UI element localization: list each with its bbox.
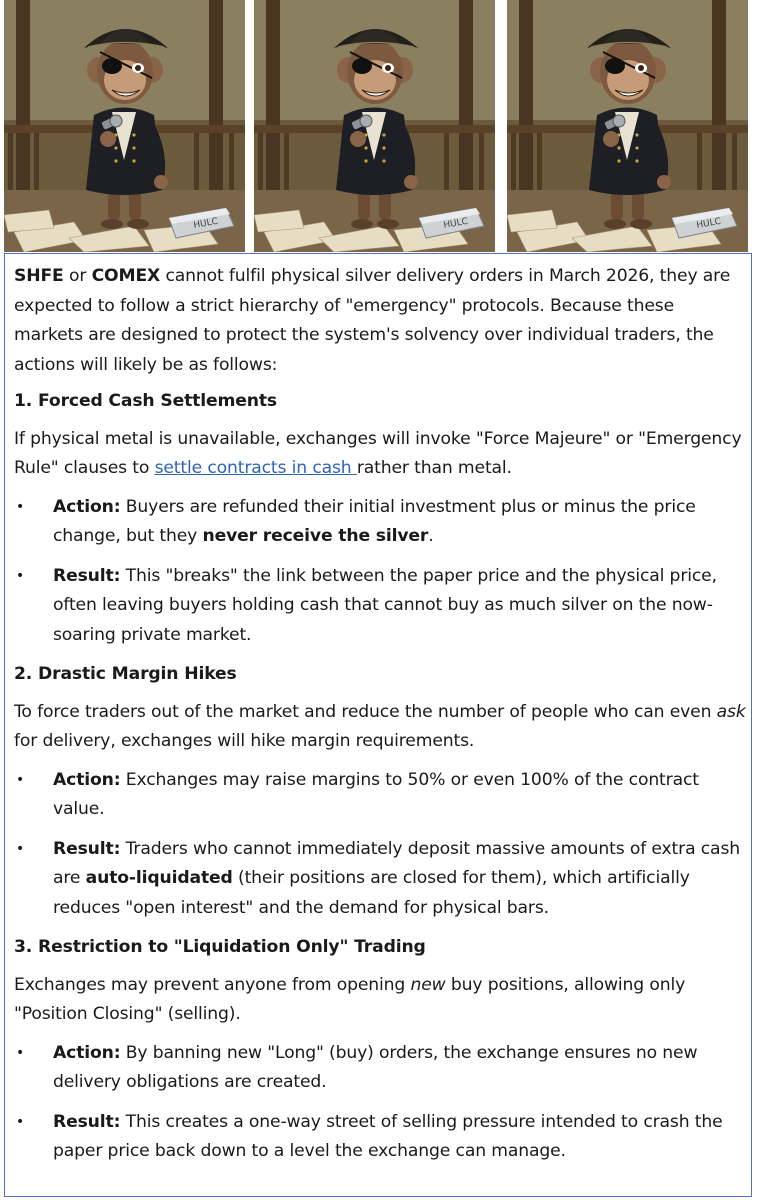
action-label: Action:	[53, 769, 121, 790]
image-panel-3	[507, 0, 748, 252]
list-item	[14, 1108, 746, 1167]
desc-text: To force traders out of the market and reduce the number of people who can even	[14, 701, 717, 722]
list-item	[14, 766, 746, 825]
result-text: Traders who cannot immediately deposit massive amounts of extra cash are	[53, 838, 740, 888]
section-3-description	[14, 971, 746, 1030]
monkey-pirate-image	[4, 0, 245, 252]
section-heading-1: 1. Forced Cash Settlements	[14, 391, 277, 411]
desc-italic: new	[410, 974, 446, 995]
intro-or: or	[63, 266, 92, 286]
action-text: By banning new "Long" (buy) orders, the exchange ensures no new delivery obligations are created.	[53, 1042, 698, 1092]
action-label: Action:	[53, 496, 121, 517]
result-bold: auto-liquidated	[85, 868, 233, 888]
article-content	[14, 262, 746, 1177]
bullet-icon: •	[16, 498, 25, 515]
bullet-icon: •	[16, 1044, 25, 1061]
desc-text: buy positions, allowing only "Position Closing" (selling).	[14, 974, 686, 1024]
list-item	[14, 1039, 746, 1098]
list-item	[14, 562, 746, 651]
result-text: This creates a one-way street of selling pressure intended to crash the paper price back down to a level the exchange can manage.	[53, 1111, 723, 1161]
section-heading-2: 2. Drastic Margin Hikes	[14, 664, 237, 684]
section-3-list	[14, 1039, 746, 1167]
action-end: .	[428, 526, 434, 546]
section-1-list	[14, 493, 746, 651]
bullet-icon: •	[16, 1113, 25, 1130]
desc-text: Exchanges may prevent anyone from opening	[14, 974, 411, 995]
result-label: Result:	[53, 838, 121, 859]
term-comex: COMEX	[91, 266, 161, 286]
image-panel-1	[4, 0, 245, 252]
settle-contracts-link[interactable]: settle contracts in cash	[154, 458, 357, 478]
article-box	[4, 253, 752, 1197]
result-label: Result:	[53, 565, 121, 586]
section-2-list	[14, 766, 746, 924]
monkey-pirate-image	[254, 0, 495, 252]
intro-paragraph	[14, 262, 746, 380]
desc-italic: ask	[716, 701, 746, 722]
desc-text: If physical metal is unavailable, exchanges will invoke "Force Majeure" or "Emergency Rule" clauses to	[14, 428, 742, 478]
section-2-description	[14, 698, 746, 757]
result-label: Result:	[53, 1111, 121, 1132]
monkey-pirate-image	[507, 0, 748, 252]
bullet-icon: •	[16, 771, 25, 788]
action-bold: never receive the silver	[202, 526, 429, 546]
result-text: This "breaks" the link between the paper price and the physical price, often leaving buyers holding cash that cannot buy as much silver on the now-soaring private market.	[53, 565, 717, 645]
action-text: Buyers are refunded their initial investment plus or minus the price change, but they	[53, 496, 696, 546]
list-item	[14, 493, 746, 552]
list-item	[14, 835, 746, 924]
result-end: (their positions are closed for them), which artificially reduces "open interest" and the demand for physical bars.	[53, 868, 690, 918]
intro-text: cannot fulfil physical silver delivery orders in March 2026, they are expected to follow a strict hierarchy of "emergency" protocols. Because these markets are designed to protect the system's solvency over individual traders, the actions will likely be as follows:	[14, 266, 731, 375]
term-shfe: SHFE	[14, 266, 64, 286]
image-strip	[0, 0, 759, 253]
desc-text: for delivery, exchanges will hike margin requirements.	[14, 731, 475, 751]
section-heading-3: 3. Restriction to "Liquidation Only" Trading	[14, 937, 426, 957]
action-label: Action:	[53, 1042, 121, 1063]
action-text: Exchanges may raise margins to 50% or even 100% of the contract value.	[53, 769, 699, 819]
image-panel-2	[254, 0, 495, 252]
section-1-description	[14, 425, 746, 484]
desc-text: rather than metal.	[356, 458, 512, 478]
bullet-icon: •	[16, 567, 25, 584]
bullet-icon: •	[16, 840, 25, 857]
